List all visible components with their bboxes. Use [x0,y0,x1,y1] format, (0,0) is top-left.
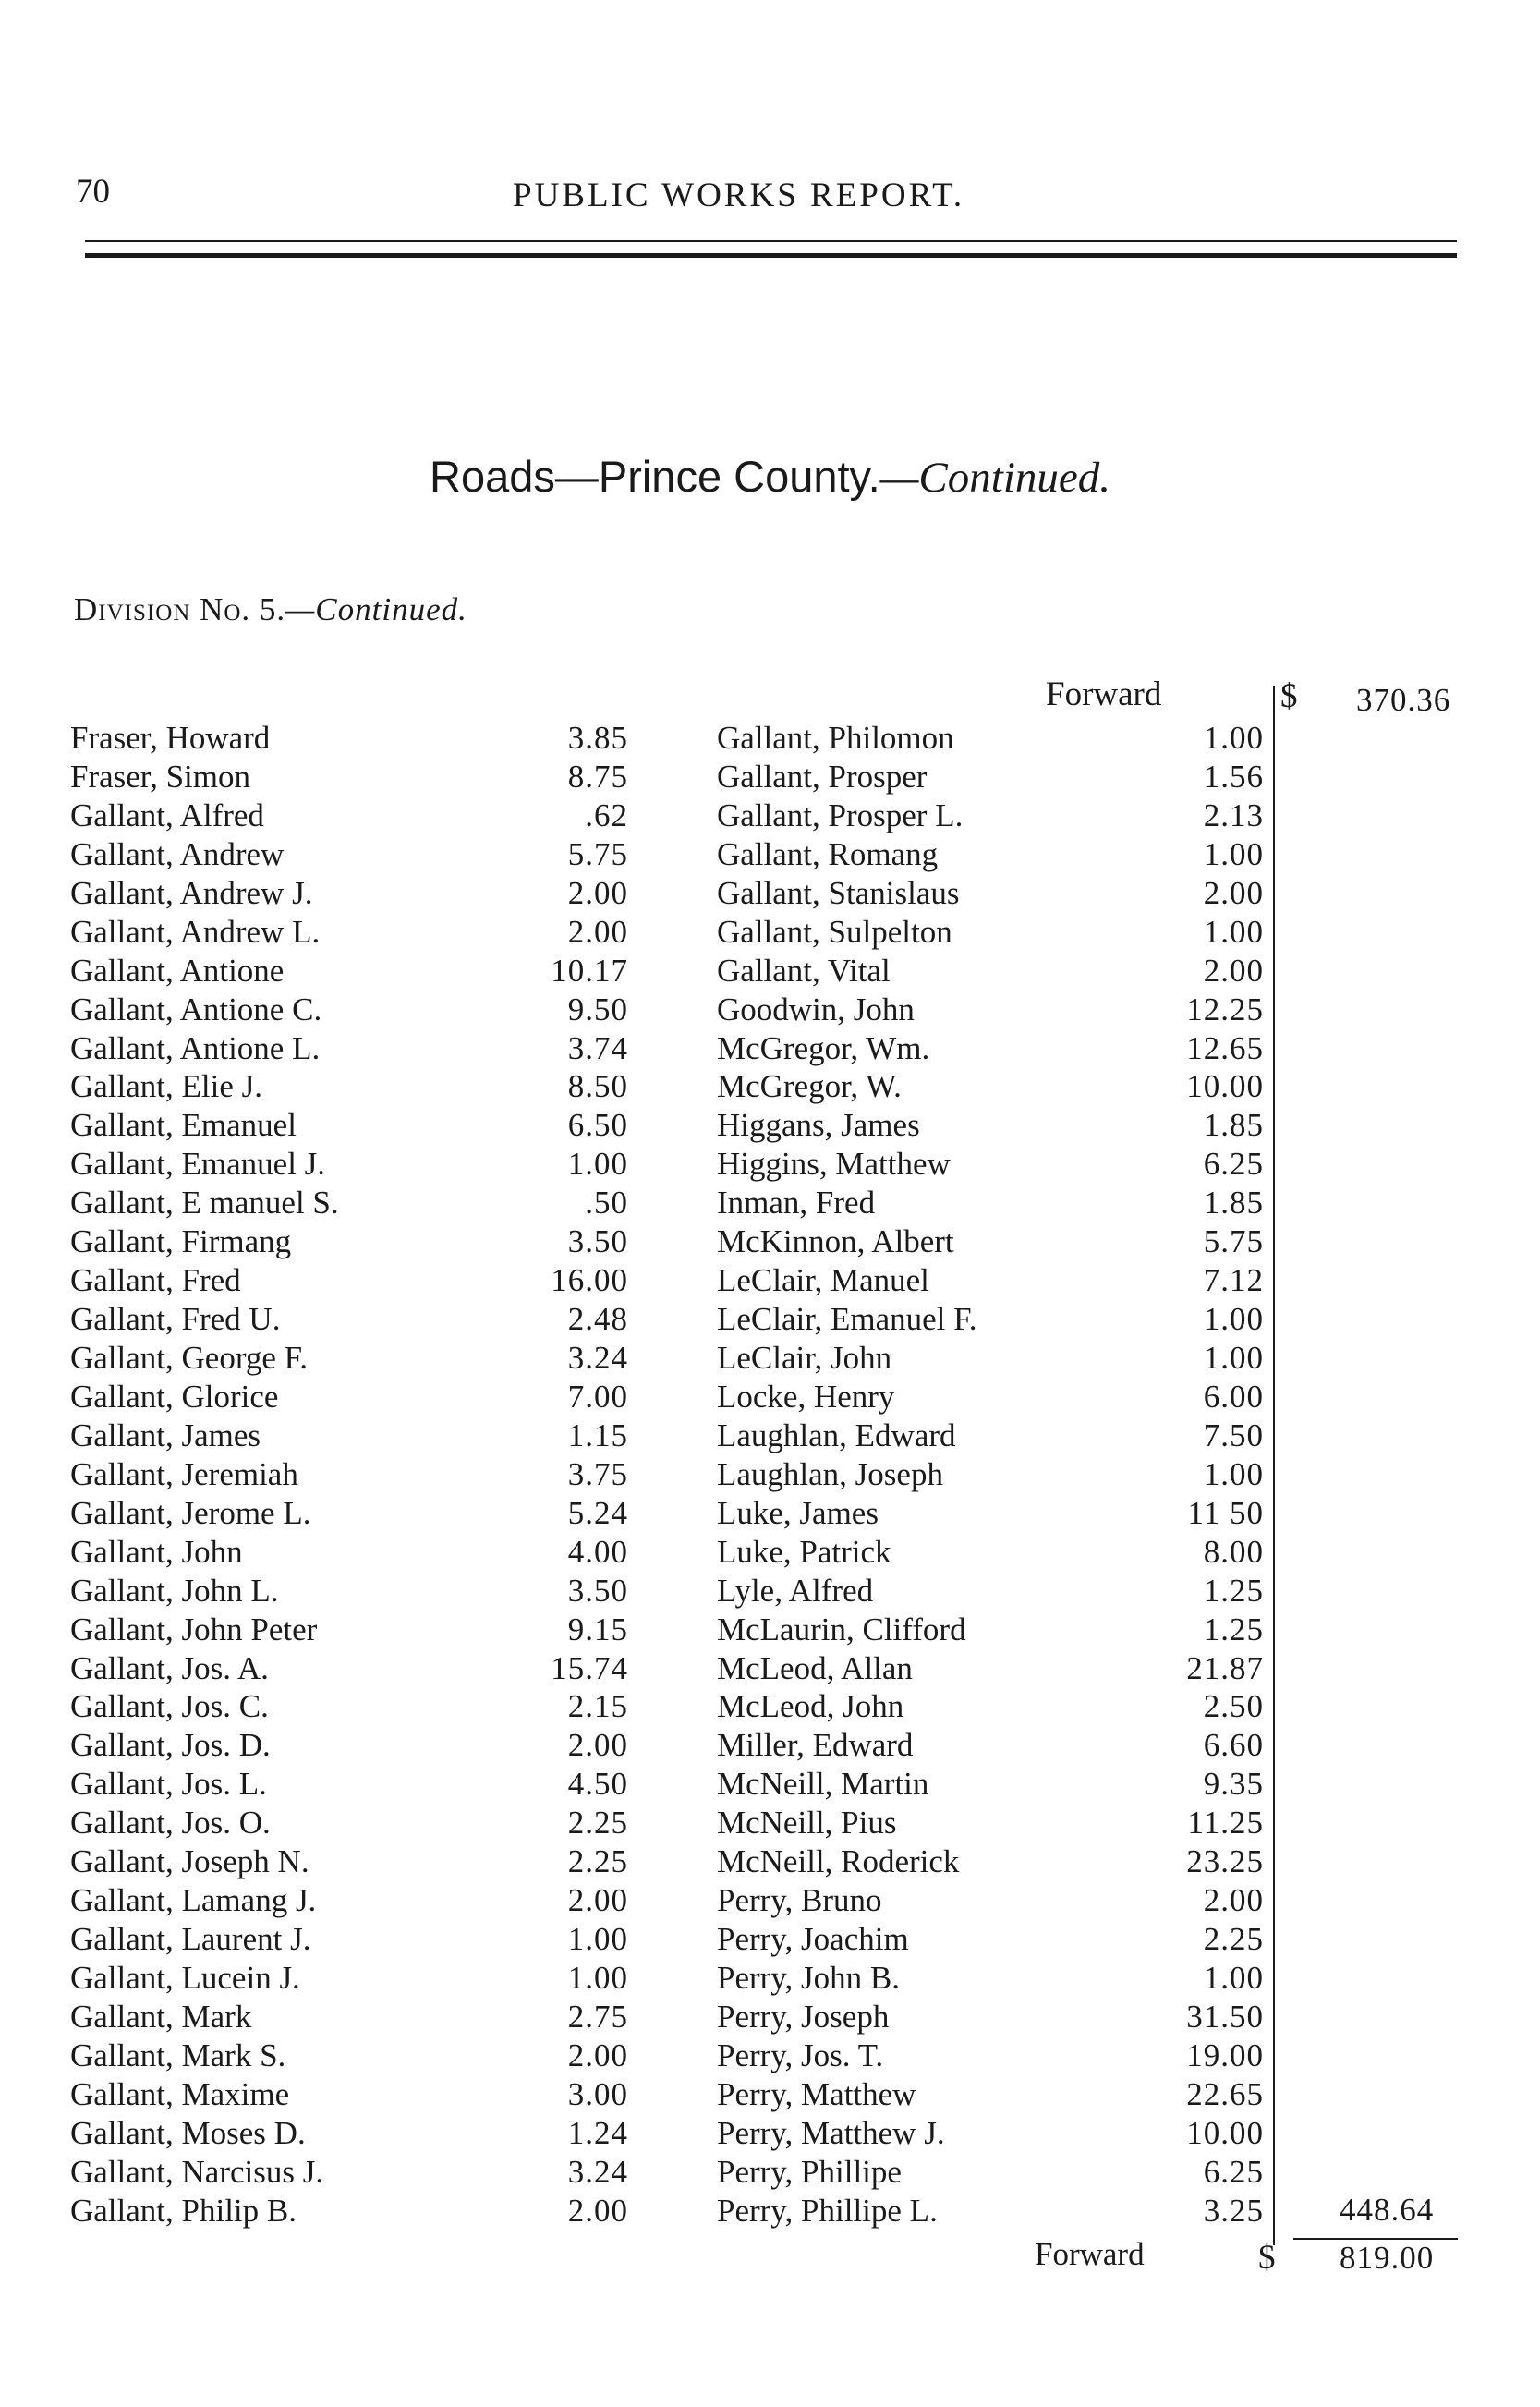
payee-name: Gallant, Firmang [70,1223,292,1260]
payee-name: Higgans, James [717,1107,920,1144]
payee-amount: 1.00 [1203,1455,1264,1492]
payee-name: Fraser, Simon [70,758,250,795]
payee-name: Gallant, Philomon [717,720,954,756]
payee-amount: 11.25 [1187,1805,1264,1842]
payee-name: McKinnon, Albert [717,1223,954,1260]
payee-amount: 5.75 [567,835,628,872]
payee-name: Gallant, Andrew [70,835,285,872]
payee-amount: 1.00 [567,1921,628,1958]
payee-name: Gallant, Jos. C. [70,1688,269,1725]
payee-name: Gallant, Prosper [717,758,928,795]
payee-name: Perry, Joseph [717,1998,890,2035]
payee-amount: 3.50 [567,1223,628,1260]
payee-name: Perry, Jos. T. [717,2036,884,2073]
payee-name: Perry, John B. [717,1960,901,1996]
payee-name: Gallant, Mark [70,1998,252,2035]
payee-name: Gallant, Jeremiah [70,1455,298,1492]
payee-name: Gallant, John L. [70,1572,279,1609]
forward-in-label: Forward [1046,675,1162,713]
payee-amount: 4.00 [567,1533,628,1570]
payee-amount: 9.35 [1203,1766,1264,1803]
payee-name: Perry, Matthew J. [717,2114,945,2151]
payee-amount: 3.00 [567,2075,628,2112]
payee-amount: 6.25 [1203,1146,1264,1183]
payee-name: Gallant, Glorice [70,1378,279,1415]
left-amounts-column [499,719,628,2231]
payee-amount: 5.24 [567,1494,628,1531]
payee-amount: 19.00 [1186,2036,1264,2073]
payee-amount: 1.00 [567,1960,628,1996]
payee-amount: 6.60 [1203,1727,1264,1764]
section-title-text: Roads—Prince County. [430,452,880,501]
payee-name: Gallant, Mark S. [70,2036,286,2073]
payee-name: Luke, Patrick [717,1533,891,1570]
payee-name: Gallant, Prosper L. [717,796,964,833]
payee-name: Gallant, John Peter [70,1611,318,1647]
payee-amount: 2.25 [567,1805,628,1842]
payee-amount: 2.00 [1203,952,1264,989]
payee-name: Gallant, Andrew J. [70,874,313,911]
payee-amount: 7.50 [1203,1416,1264,1453]
forward-out-dollar-sign: $ [1258,2239,1276,2277]
forward-out-label: Forward [1035,2236,1145,2272]
payee-name: Gallant, Stanislaus [717,874,960,911]
payee-amount: 10.17 [551,952,628,989]
payee-name: Gallant, Antione C. [70,991,322,1027]
payee-name: Locke, Henry [717,1378,895,1415]
payee-name: Gallant, Sulpelton [717,913,952,950]
payee-name: McLaurin, Clifford [717,1611,966,1647]
page-number: 70 [76,173,110,211]
payee-name: Gallant, George F. [70,1340,309,1376]
payee-name: Luke, James [717,1494,879,1531]
payee-amount: 15.74 [551,1649,628,1686]
payee-amount: 6.25 [1203,2153,1264,2190]
payee-name: Gallant, James [70,1416,261,1453]
payee-amount: 6.00 [1203,1378,1264,1415]
section-title [0,451,1540,503]
payee-amount: 2.50 [1203,1688,1264,1725]
payee-name: Gallant, Joseph N. [70,1843,309,1880]
header-rule-thick [85,253,1457,258]
payee-amount: 10.00 [1186,2114,1264,2151]
payee-name: Gallant, Fred U. [70,1301,281,1338]
payee-name: Laughlan, Joseph [717,1455,943,1492]
page-subtotal: 448.64 [1340,2192,1435,2228]
division-label: Division No. 5. [74,591,286,627]
payee-name: Gallant, Emanuel [70,1107,297,1144]
payee-amount: 2.00 [567,1727,628,1764]
payee-amount: 1.00 [1203,1301,1264,1338]
payee-name: McGregor, W. [717,1068,902,1105]
payee-name: LeClair, Manuel [717,1262,929,1299]
division-heading [74,591,467,628]
payee-amount: 16.00 [551,1262,628,1299]
payee-amount: 11 50 [1187,1494,1264,1531]
payee-amount: 3.85 [567,720,628,756]
payee-amount: 8.75 [567,758,628,795]
payee-amount: 3.25 [1203,2192,1264,2229]
payee-name: Gallant, Emanuel J. [70,1146,326,1183]
payee-name: Gallant, Narcisus J. [70,2153,324,2190]
payee-name: Laughlan, Edward [717,1416,956,1453]
payee-amount: 8.00 [1203,1533,1264,1570]
payee-name: Gallant, Romang [717,835,939,872]
payee-amount: 1.25 [1203,1572,1264,1609]
payee-name: McNeill, Martin [717,1766,929,1803]
payee-name: Gallant, Jos. A. [70,1649,269,1686]
payee-amount: .50 [585,1185,628,1222]
payee-name: Gallant, Elie J. [70,1068,263,1105]
payee-name: Gallant, Alfred [70,796,264,833]
payee-amount: 3.24 [567,1340,628,1376]
payee-amount: 1.15 [567,1416,628,1453]
right-names-column [717,719,1123,2231]
payee-amount: 4.50 [567,1766,628,1803]
payee-amount: 9.15 [567,1611,628,1647]
payee-amount: 1.25 [1203,1611,1264,1647]
payee-name: Lyle, Alfred [717,1572,874,1609]
payee-name: Gallant, Antione L. [70,1029,321,1066]
payee-amount: 1.24 [567,2114,628,2151]
amount-column-rule [1273,686,1275,2245]
payee-amount: 1.00 [1203,835,1264,872]
running-head: PUBLIC WORKS REPORT. [513,176,965,214]
payee-name: Gallant, Andrew L. [70,913,321,950]
payee-amount: 6.50 [567,1107,628,1144]
payee-amount: 2.25 [567,1843,628,1880]
payee-name: Higgins, Matthew [717,1146,951,1183]
payee-name: Perry, Matthew [717,2075,916,2112]
payee-amount: 12.65 [1186,1029,1264,1066]
payee-amount: 2.00 [1203,1882,1264,1919]
payee-amount: .62 [585,796,628,833]
left-names-column [70,719,477,2231]
payee-amount: 23.25 [1186,1843,1264,1880]
forward-in-dollar-sign: $ [1280,677,1298,715]
payee-name: Perry, Bruno [717,1882,882,1919]
payee-name: McLeod, John [717,1688,904,1725]
payee-amount: 1.00 [567,1146,628,1183]
payee-name: Gallant, Maxime [70,2075,290,2112]
payee-name: Gallant, Philip B. [70,2192,297,2229]
payee-amount: 2.00 [567,2036,628,2073]
payee-name: McNeill, Roderick [717,1843,960,1880]
payee-name: Goodwin, John [717,991,915,1027]
payee-amount: 10.00 [1186,1068,1264,1105]
payee-amount: 8.50 [567,1068,628,1105]
payee-amount: 5.75 [1203,1223,1264,1260]
payee-name: Perry, Phillipe L. [717,2192,938,2229]
payee-name: Gallant, Fred [70,1262,241,1299]
payee-amount: 3.74 [567,1029,628,1066]
payee-amount: 2.25 [1203,1921,1264,1958]
payee-amount: 2.00 [567,1882,628,1919]
payee-amount: 3.50 [567,1572,628,1609]
payee-amount: 2.00 [567,2192,628,2229]
payee-name: Gallant, Jos. L. [70,1766,267,1803]
payee-name: McGregor, Wm. [717,1029,930,1066]
payee-amount: 1.00 [1203,913,1264,950]
payee-name: Fraser, Howard [70,720,271,756]
payee-amount: 1.85 [1203,1107,1264,1144]
header-rule-thin [85,240,1457,242]
payee-name: Miller, Edward [717,1727,914,1764]
payee-amount: 1.85 [1203,1185,1264,1222]
payee-amount: 1.56 [1203,758,1264,795]
payee-name: McNeill, Pius [717,1805,897,1842]
payee-amount: 3.75 [567,1455,628,1492]
payee-name: Gallant, John [70,1533,243,1570]
payee-amount: 7.00 [567,1378,628,1415]
section-title-continued: —Continued. [879,454,1110,502]
payee-name: Gallant, E manuel S. [70,1185,339,1222]
payee-amount: 31.50 [1186,1998,1264,2035]
forward-in-amount: 370.36 [1356,682,1451,718]
payee-amount: 2.15 [567,1688,628,1725]
right-amounts-column [1072,719,1264,2231]
payee-amount: 2.75 [567,1998,628,2035]
payee-name: Gallant, Laurent J. [70,1921,311,1958]
payee-name: Gallant, Lamang J. [70,1882,317,1919]
payee-amount: 1.00 [1203,1340,1264,1376]
payee-amount: 1.00 [1203,1960,1264,1996]
payee-name: Gallant, Jos. O. [70,1805,271,1842]
payee-amount: 3.24 [567,2153,628,2190]
payee-name: Gallant, Jerome L. [70,1494,311,1531]
payee-amount: 2.00 [1203,874,1264,911]
payee-name: LeClair, John [717,1340,892,1376]
payee-amount: 2.00 [567,874,628,911]
payee-name: Gallant, Jos. D. [70,1727,271,1764]
payee-name: Gallant, Lucein J. [70,1960,300,1996]
payee-name: Gallant, Vital [717,952,891,989]
division-continued: —Continued. [285,591,467,627]
payee-amount: 9.50 [567,991,628,1027]
payee-amount: 2.00 [567,913,628,950]
payee-name: Gallant, Antione [70,952,285,989]
payee-name: LeClair, Emanuel F. [717,1301,977,1338]
payee-name: McLeod, Allan [717,1649,913,1686]
payee-name: Gallant, Moses D. [70,2114,306,2151]
payee-amount: 21.87 [1186,1649,1264,1686]
payee-name: Perry, Phillipe [717,2153,902,2190]
payee-amount: 7.12 [1203,1262,1264,1299]
forward-out-amount: 819.00 [1340,2240,1435,2276]
payee-amount: 12.25 [1186,991,1264,1027]
payee-amount: 2.13 [1203,796,1264,833]
payee-amount: 22.65 [1186,2075,1264,2112]
payee-amount: 2.48 [567,1301,628,1338]
payee-name: Perry, Joachim [717,1921,909,1958]
payee-amount: 1.00 [1203,720,1264,756]
payee-name: Inman, Fred [717,1185,876,1222]
